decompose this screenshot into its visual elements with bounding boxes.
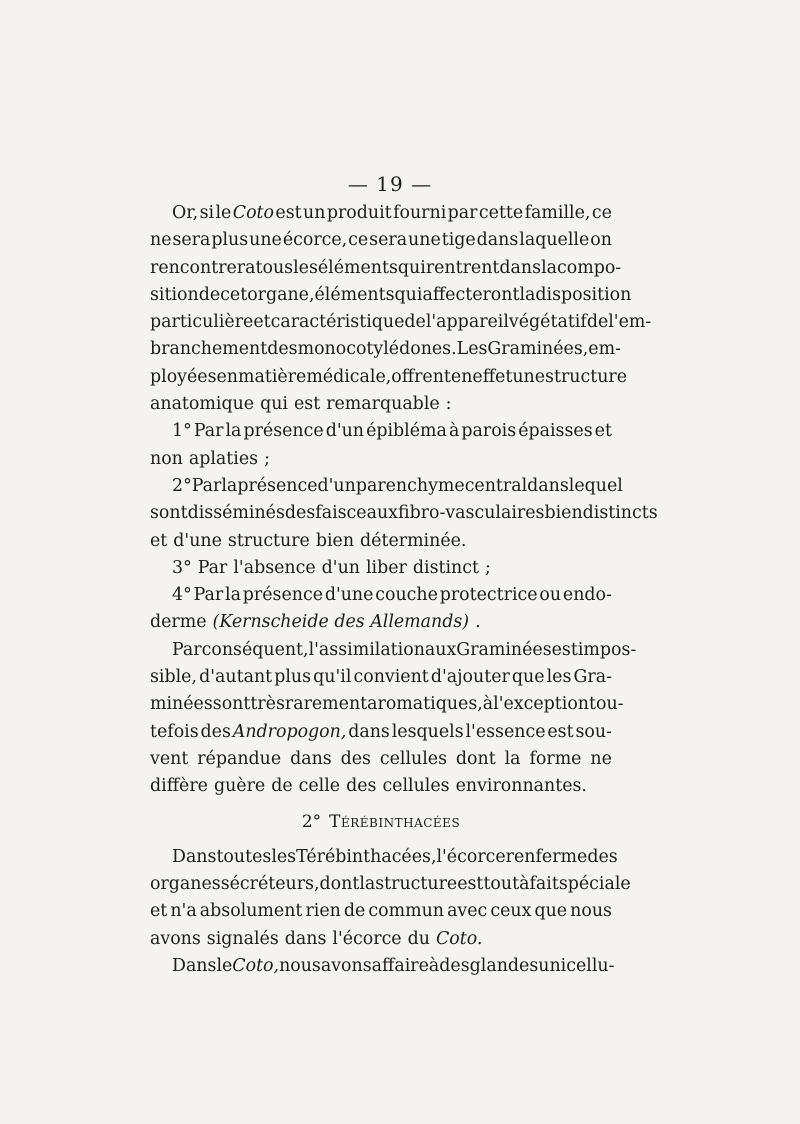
- text-line: [150, 871, 631, 898]
- word: particulière: [150, 312, 254, 333]
- word: compo-: [557, 257, 622, 278]
- word: caractéristique: [270, 312, 405, 333]
- word: les: [546, 667, 572, 688]
- text-line: [150, 844, 618, 871]
- word: tout: [483, 874, 520, 895]
- word: sible,: [150, 667, 198, 688]
- word: impos-: [577, 639, 637, 660]
- word: dont: [319, 874, 360, 895]
- word: vent: [150, 748, 189, 769]
- word: des: [284, 503, 316, 524]
- word: laquelle: [519, 230, 590, 251]
- text-line: [150, 609, 612, 636]
- word: la: [221, 475, 238, 496]
- word: affecteront: [422, 284, 520, 305]
- text-line: [150, 582, 612, 609]
- word: Coto.: [435, 928, 483, 949]
- word: rien: [305, 901, 341, 922]
- word: l'appareil: [425, 312, 509, 333]
- word: parois: [461, 421, 517, 442]
- word: structure: [227, 530, 310, 551]
- word: bien: [544, 503, 583, 524]
- word: ;: [264, 448, 270, 469]
- text-line: [150, 282, 632, 309]
- word: cette: [478, 203, 524, 223]
- word: est: [275, 203, 302, 223]
- word: d'ajouter: [430, 667, 510, 688]
- word: distincts: [582, 503, 658, 524]
- word: à: [482, 694, 494, 715]
- word: Les: [456, 339, 488, 360]
- word: unicellu-: [538, 956, 615, 977]
- word: est: [457, 874, 484, 895]
- word: commun: [368, 901, 444, 922]
- body-text: [150, 200, 658, 980]
- word: 4°: [172, 585, 192, 606]
- word: présence: [237, 475, 318, 496]
- section-heading: [150, 809, 612, 836]
- text-line: [150, 637, 637, 664]
- word: sont: [212, 694, 251, 715]
- word: des: [267, 339, 298, 360]
- word: bien: [315, 530, 355, 551]
- word: sécréteurs,: [220, 874, 320, 895]
- word: ployées: [150, 366, 217, 387]
- word: Coto: [232, 203, 275, 223]
- word: tige: [441, 230, 476, 251]
- word: et: [594, 421, 612, 442]
- word: em-: [588, 339, 621, 360]
- text-line: [150, 746, 612, 773]
- word: n'a: [170, 901, 197, 922]
- text-line: [150, 391, 612, 418]
- word: plus: [274, 667, 312, 688]
- word: d'un: [325, 421, 365, 442]
- word: sont: [150, 503, 188, 524]
- word: des: [346, 776, 377, 797]
- word: ou: [539, 585, 562, 606]
- word: environnantes.: [455, 776, 587, 797]
- word: matière: [238, 366, 307, 387]
- word: le: [216, 956, 233, 977]
- word: Par: [197, 557, 228, 578]
- text-line: [150, 364, 628, 391]
- word: dans: [348, 721, 390, 742]
- word: Coto,: [232, 956, 280, 977]
- word: présence: [243, 421, 324, 442]
- word: rentrent: [425, 257, 500, 278]
- word: est: [547, 721, 574, 742]
- word: cet: [220, 284, 248, 305]
- word: épibléma: [366, 421, 447, 442]
- word: des: [439, 956, 470, 977]
- word: qui: [397, 257, 426, 278]
- word: anatomique: [150, 394, 255, 415]
- word: sera: [369, 230, 408, 251]
- word: dont: [455, 748, 496, 769]
- word: diffère: [150, 776, 208, 797]
- word: tous: [255, 257, 294, 278]
- word: offrent: [391, 366, 451, 387]
- word: des: [200, 721, 231, 742]
- word: toutes: [216, 846, 272, 867]
- word: à: [519, 874, 530, 895]
- word: dans: [476, 230, 519, 251]
- word: Andropogon,: [232, 721, 347, 742]
- text-line: [150, 309, 652, 336]
- word: qui: [260, 394, 288, 415]
- word: avec: [447, 901, 488, 922]
- word: fourni: [393, 203, 447, 223]
- word: derme: [150, 612, 207, 633]
- word: qu'il: [313, 667, 352, 688]
- word: Par: [193, 421, 224, 442]
- word: que: [534, 901, 568, 922]
- word: remarquable: [326, 394, 440, 415]
- word: d'autant: [199, 667, 273, 688]
- word: d'une: [173, 530, 222, 551]
- word: parenchyme: [355, 475, 465, 496]
- word: de: [198, 284, 221, 305]
- word: Graminées: [456, 639, 552, 660]
- word: par: [447, 203, 478, 223]
- text-line: [150, 336, 621, 363]
- word: disposition: [535, 284, 632, 305]
- word: la: [359, 874, 376, 895]
- word: Par: [191, 475, 222, 496]
- word: ce: [348, 230, 369, 251]
- word: d'un: [321, 557, 360, 578]
- word: sera: [172, 230, 211, 251]
- word: convient: [353, 667, 429, 688]
- word: répandue: [197, 748, 282, 769]
- word: dans: [499, 257, 542, 278]
- word: ne: [150, 230, 172, 251]
- word: spéciale: [558, 874, 631, 895]
- word: à: [448, 421, 460, 442]
- word: :: [445, 394, 452, 415]
- word: Dans: [172, 956, 217, 977]
- word: des: [587, 846, 618, 867]
- word: déterminée.: [360, 530, 467, 551]
- word: ceux: [490, 901, 532, 922]
- word: couche: [375, 585, 438, 606]
- word: une: [408, 230, 441, 251]
- word: structure: [545, 366, 628, 387]
- word: et: [150, 901, 168, 922]
- word: l'écorce: [436, 846, 506, 867]
- word: produit: [326, 203, 392, 223]
- word: lequel: [568, 475, 623, 496]
- word: nous: [279, 956, 321, 977]
- word: l'assimilation: [308, 639, 425, 660]
- text-line: [150, 418, 612, 445]
- word: (Kernscheide des Allemands): [212, 612, 470, 633]
- word: faisceaux: [315, 503, 398, 524]
- text-line: [150, 500, 658, 527]
- word: lesquels: [391, 721, 464, 742]
- word: sou-: [575, 721, 612, 742]
- word: médicale,: [306, 366, 392, 387]
- word: effet: [472, 366, 513, 387]
- text-line: [150, 926, 612, 953]
- word: la: [504, 748, 521, 769]
- word: ne: [590, 748, 612, 769]
- word: l'absence: [233, 557, 316, 578]
- word: de: [343, 901, 366, 922]
- word: le: [215, 203, 232, 223]
- word: avons: [150, 928, 201, 949]
- word: et: [253, 312, 271, 333]
- word: l'essence: [465, 721, 546, 742]
- word: avons: [320, 956, 372, 977]
- text-line: [150, 528, 612, 555]
- word: les: [271, 846, 297, 867]
- word: protectrice: [439, 585, 538, 606]
- word: dans: [284, 928, 327, 949]
- text-line: [150, 691, 624, 718]
- word: est: [551, 639, 578, 660]
- word: l'exception: [493, 694, 589, 715]
- word: si: [199, 203, 215, 223]
- word: écorce,: [282, 230, 348, 251]
- text-line: [150, 255, 622, 282]
- word: forme: [529, 748, 582, 769]
- text-line: [150, 719, 612, 746]
- word: qui: [394, 284, 423, 305]
- word: cellules: [379, 748, 448, 769]
- word: nous: [570, 901, 612, 922]
- word: Dans: [172, 846, 217, 867]
- word: aux: [424, 639, 457, 660]
- word: d'un: [317, 475, 356, 496]
- text-line: [150, 664, 612, 691]
- word: cellules: [382, 776, 450, 797]
- word: fibro-vasculaires: [397, 503, 545, 524]
- word: renferme: [505, 846, 588, 867]
- word: distinct: [412, 557, 479, 578]
- word: glandes: [469, 956, 539, 977]
- word: l'écorce: [332, 928, 402, 949]
- word: Par: [172, 639, 202, 660]
- word: Graminées,: [487, 339, 589, 360]
- word: en: [450, 366, 473, 387]
- word: liber: [366, 557, 407, 578]
- word: dans: [527, 475, 569, 496]
- word: endo-: [562, 585, 612, 606]
- word: aplaties: [188, 448, 259, 469]
- word: disséminés: [187, 503, 285, 524]
- word: 2°: [301, 811, 322, 832]
- word: d'une: [324, 585, 374, 606]
- word: du: [407, 928, 430, 949]
- word: Gra-: [573, 667, 612, 688]
- word: Térébinthacées: [329, 811, 461, 832]
- word: que: [511, 667, 545, 688]
- word: est: [293, 394, 321, 415]
- word: la: [225, 421, 242, 442]
- word: tefois: [150, 721, 199, 742]
- text-line: [150, 773, 612, 800]
- word: la: [225, 585, 241, 606]
- word: Térébinthacées,: [296, 846, 437, 867]
- word: conséquent,: [201, 639, 309, 660]
- text-line: [150, 227, 612, 254]
- word: central: [464, 475, 528, 496]
- word: minées: [150, 694, 213, 715]
- word: sition: [150, 284, 199, 305]
- word: affaire: [371, 956, 429, 977]
- word: ;: [484, 557, 491, 578]
- text-line: [150, 898, 612, 925]
- word: de: [271, 776, 293, 797]
- word: une: [512, 366, 546, 387]
- word: Par: [193, 585, 224, 606]
- text-line: [150, 555, 612, 582]
- word: 3°: [172, 557, 192, 578]
- word: dans: [290, 748, 332, 769]
- word: la: [541, 257, 557, 278]
- word: plus: [211, 230, 249, 251]
- word: épaisses: [518, 421, 593, 442]
- word: éléments: [314, 284, 395, 305]
- word: végétatif: [508, 312, 587, 333]
- word: branchement: [150, 339, 268, 360]
- word: celle: [298, 776, 341, 797]
- word: organe,: [247, 284, 315, 305]
- word: 2°: [172, 475, 192, 496]
- text-line: [150, 473, 623, 500]
- word: organes: [150, 874, 221, 895]
- word: fait: [529, 874, 559, 895]
- word: rarement: [284, 694, 368, 715]
- word: l'em-: [608, 312, 652, 333]
- word: la: [519, 284, 536, 305]
- word: des: [340, 748, 371, 769]
- word: une: [249, 230, 282, 251]
- word: famille,: [524, 203, 591, 223]
- word: de: [586, 312, 609, 333]
- word: aromatiques,: [367, 694, 483, 715]
- text-line: [150, 446, 612, 473]
- word: très: [250, 694, 285, 715]
- text-line: [150, 953, 615, 980]
- word: structure: [375, 874, 458, 895]
- word: les: [293, 257, 318, 278]
- word: absolument: [199, 901, 303, 922]
- word: 1°: [172, 421, 192, 442]
- word: .: [475, 612, 481, 633]
- word: Or,: [172, 203, 199, 223]
- word: monocotylédones.: [297, 339, 457, 360]
- page-number: — 19 —: [347, 172, 433, 196]
- word: un: [303, 203, 326, 223]
- word: tou-: [589, 694, 624, 715]
- word: signalés: [206, 928, 279, 949]
- word: en: [216, 366, 238, 387]
- text-line: [150, 200, 612, 227]
- word: de: [404, 312, 426, 333]
- word: à: [428, 956, 440, 977]
- word: rencontrera: [150, 257, 256, 278]
- word: et: [150, 530, 168, 551]
- word: guère: [213, 776, 266, 797]
- word: non: [150, 448, 183, 469]
- word: on: [590, 230, 612, 251]
- word: éléments: [317, 257, 398, 278]
- word: ce: [591, 203, 612, 223]
- word: présence: [242, 585, 323, 606]
